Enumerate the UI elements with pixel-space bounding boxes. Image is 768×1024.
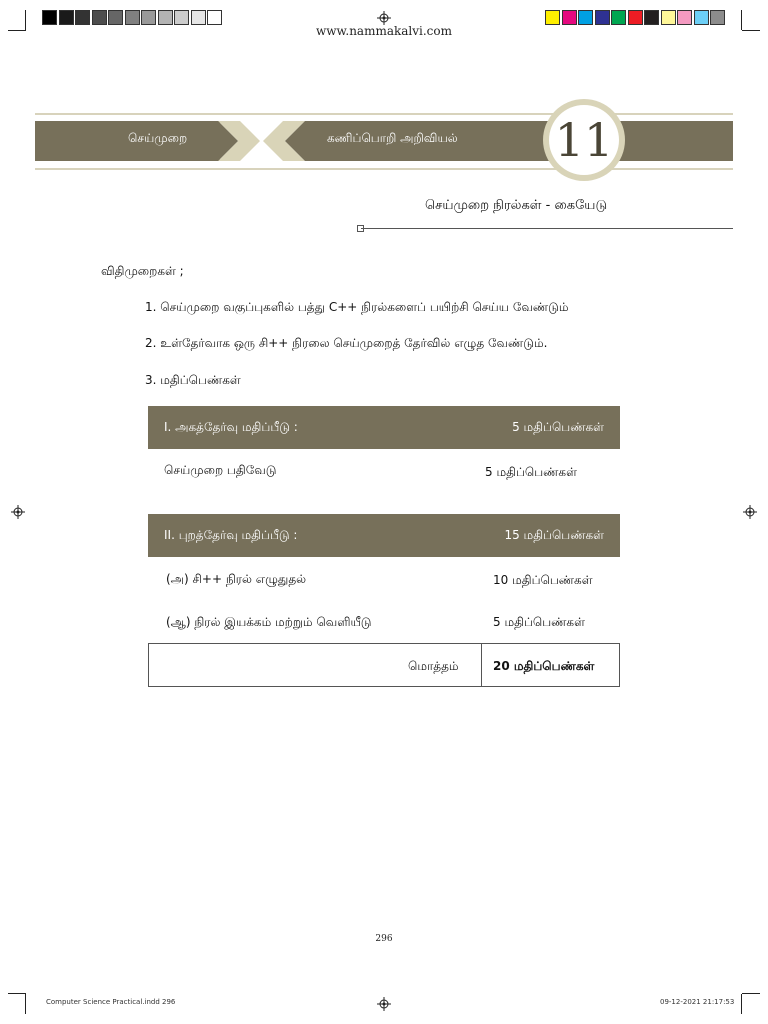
color-swatch xyxy=(562,10,577,25)
registration-mark-icon xyxy=(377,997,391,1011)
color-swatch xyxy=(694,10,709,25)
header-left-label: செய்முறை xyxy=(128,131,188,145)
marks-row-value: 5 மதிப்பெண்கள் xyxy=(493,615,585,629)
footer-timestamp: 09-12-2021 21:17:53 xyxy=(660,998,735,1006)
registration-mark-icon xyxy=(743,505,757,519)
external-assessment-marks: 15 மதிப்பெண்கள் xyxy=(504,528,604,542)
header-chevron xyxy=(218,121,308,161)
color-swatch xyxy=(207,10,222,25)
header-right-label: கணிப்பொறி அறிவியல் xyxy=(327,131,458,145)
color-swatch xyxy=(595,10,610,25)
color-swatch xyxy=(628,10,643,25)
color-swatch xyxy=(158,10,173,25)
total-marks: 20 மதிப்பெண்கள் xyxy=(493,659,595,673)
section-title: செய்முறை நிரல்கள் - கையேடு xyxy=(425,198,608,213)
crop-mark xyxy=(25,994,26,1014)
color-swatch xyxy=(710,10,725,25)
internal-assessment-marks: 5 மதிப்பெண்கள் xyxy=(512,420,604,434)
marks-row-label: செய்முறை பதிவேடு xyxy=(164,463,277,477)
total-divider xyxy=(481,643,482,687)
header-rule-bottom xyxy=(35,168,733,170)
total-label: மொத்தம் xyxy=(408,659,459,673)
header-rule-top xyxy=(35,113,733,115)
rule-item: 1. செய்முறை வகுப்புகளில் பத்து C++ நிரல்களைப் பயிற்சி செய்ய வேண்டும் xyxy=(145,300,569,314)
color-swatch xyxy=(75,10,90,25)
chapter-badge xyxy=(543,99,625,181)
registration-mark-icon xyxy=(377,11,391,25)
color-swatch xyxy=(677,10,692,25)
internal-assessment-header xyxy=(148,406,620,449)
internal-assessment-title: I. அகத்தேர்வு மதிப்பீடு : xyxy=(164,420,298,434)
color-swatch xyxy=(174,10,189,25)
chapter-number: 11 xyxy=(549,105,619,175)
crop-mark xyxy=(742,993,760,994)
color-swatch xyxy=(42,10,57,25)
rule-item: 2. உள்தேர்வாக ஒரு சி++ நிரலை செய்முறைத் தேர்வில் எழுத வேண்டும். xyxy=(145,336,548,350)
marks-row-value: 10 மதிப்பெண்கள் xyxy=(493,573,593,587)
color-swatch xyxy=(644,10,659,25)
color-swatch xyxy=(191,10,206,25)
color-swatch xyxy=(578,10,593,25)
color-swatch xyxy=(661,10,676,25)
page-number: 296 xyxy=(375,934,393,944)
color-swatch xyxy=(141,10,156,25)
color-swatch xyxy=(611,10,626,25)
marks-row-value: 5 மதிப்பெண்கள் xyxy=(485,465,577,479)
marks-row-label: (ஆ) நிரல் இயக்கம் மற்றும் வெளியீடு xyxy=(166,615,372,629)
footer-filename: Computer Science Practical.indd 296 xyxy=(46,998,176,1006)
external-assessment-title: II. புறத்தேர்வு மதிப்பீடு : xyxy=(164,528,298,542)
color-swatch xyxy=(108,10,123,25)
crop-mark xyxy=(8,993,26,994)
site-url: www.nammakalvi.com xyxy=(315,24,453,38)
crop-mark xyxy=(741,994,742,1014)
color-swatch xyxy=(545,10,560,25)
color-swatch xyxy=(92,10,107,25)
rule-item: 3. மதிப்பெண்கள் xyxy=(145,373,241,387)
rules-heading: விதிமுறைகள் ; xyxy=(101,264,184,278)
color-swatch xyxy=(59,10,74,25)
title-rule xyxy=(361,228,733,229)
registration-mark-icon xyxy=(11,505,25,519)
marks-row-label: (அ) சி++ நிரல் எழுதுதல் xyxy=(166,572,307,586)
external-assessment-header xyxy=(148,514,620,557)
color-swatch xyxy=(125,10,140,25)
